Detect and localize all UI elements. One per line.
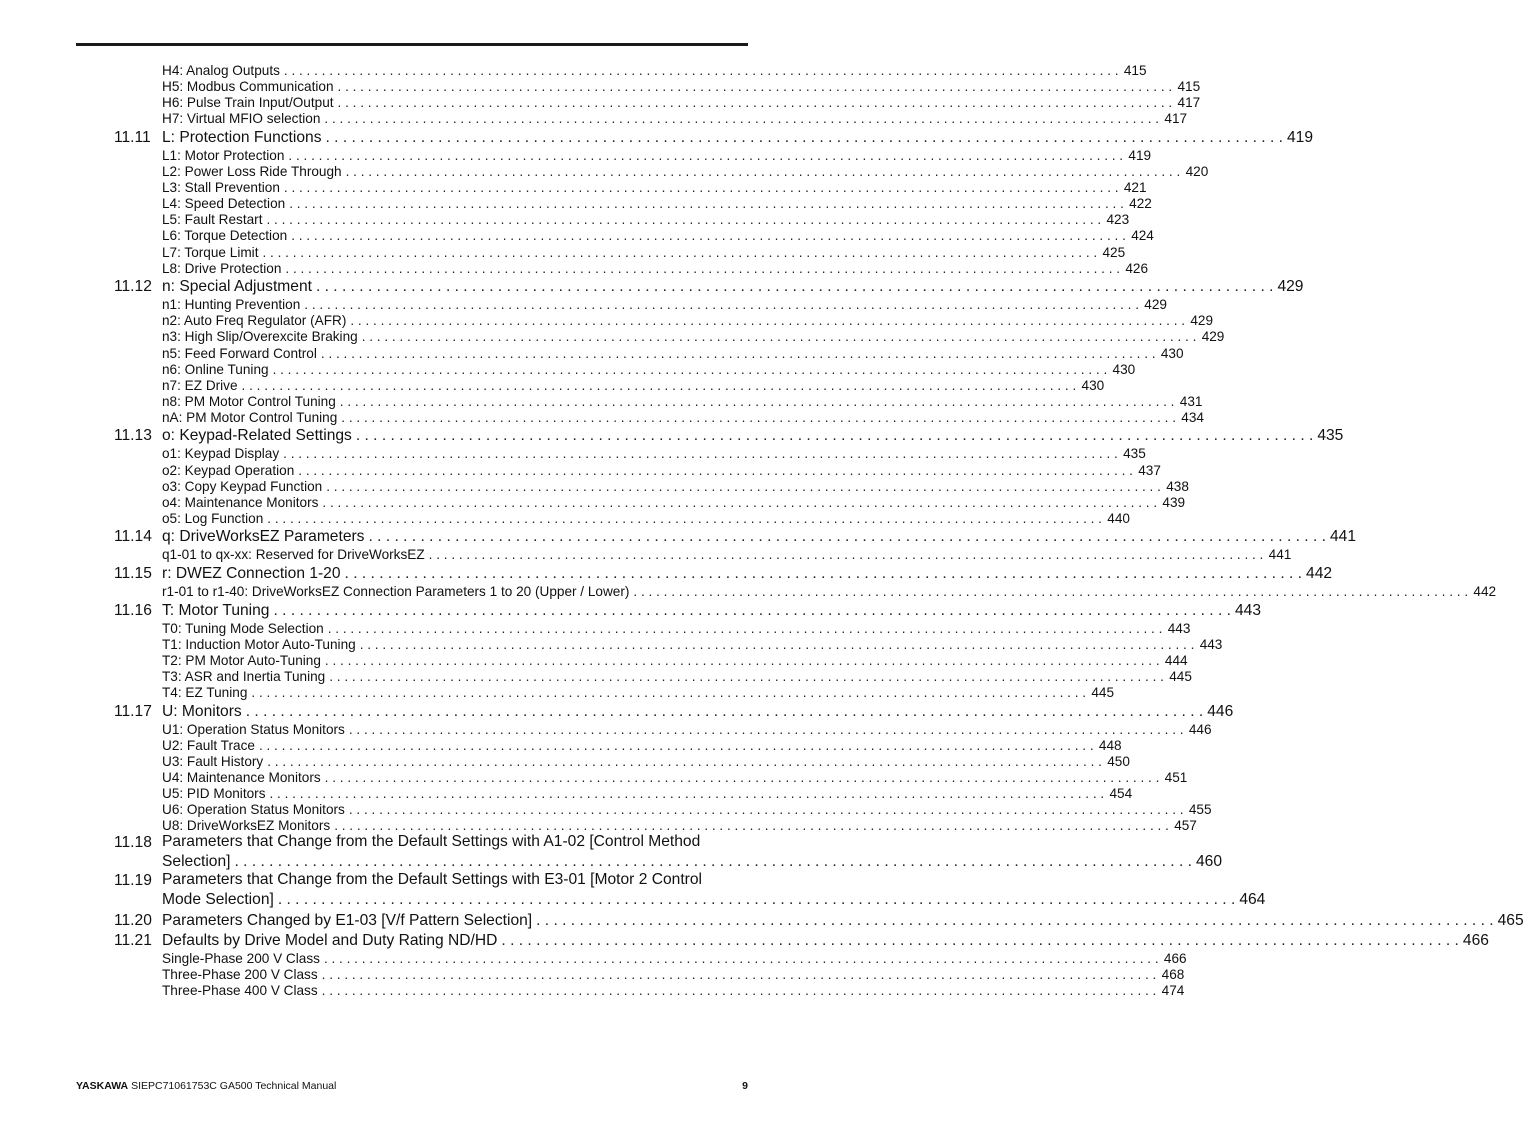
toc-page-number: 443 <box>1199 636 1223 652</box>
toc-subentry[interactable] <box>76 494 1186 510</box>
toc-leader-dots <box>304 297 1139 312</box>
toc-subentry[interactable] <box>76 721 1212 737</box>
toc-leader-dots <box>338 95 1173 110</box>
toc-leader-dots <box>368 528 1325 546</box>
toc-subentry[interactable] <box>76 227 1154 244</box>
toc-subentry[interactable] <box>76 445 1146 462</box>
toc-subentry[interactable] <box>76 211 1130 228</box>
toc-leader-dots <box>234 853 1191 871</box>
toc-leader-dots <box>328 621 1163 636</box>
toc-leader-dots <box>267 212 1102 227</box>
toc-entry-title: n2: Auto Freq Regulator (AFR) <box>162 313 347 329</box>
toc-page-number: 435 <box>1123 446 1146 462</box>
toc-leader-dots <box>346 164 1181 179</box>
toc-leader-dots <box>356 427 1313 445</box>
toc-entry-title: L: Protection Functions <box>162 128 322 146</box>
toc-entry-title: L5: Fault Restart <box>162 212 263 228</box>
toc-page-number: 450 <box>1107 753 1130 769</box>
toc-leader-dots <box>341 410 1176 425</box>
toc-entry-title: o: Keypad-Related Settings <box>162 427 352 445</box>
toc-leader-dots <box>345 565 1302 583</box>
toc-leader-dots <box>251 685 1086 700</box>
toc-page-number: 441 <box>1329 528 1356 546</box>
toc-subentry[interactable] <box>76 195 1152 212</box>
toc-leader-dots <box>324 951 1159 966</box>
toc-page-number: 426 <box>1125 260 1149 276</box>
toc-entry-title: Parameters that Change from the Default Settings with E3-01 [Motor 2 Control <box>162 871 702 889</box>
toc-subentry[interactable] <box>76 62 1147 79</box>
toc-page-number: 425 <box>1102 244 1126 260</box>
toc-page-number: 415 <box>1123 63 1147 79</box>
toc-leader-dots <box>326 479 1161 494</box>
toc-leader-dots <box>288 148 1123 163</box>
toc-leader-dots <box>270 786 1105 801</box>
toc-subentry[interactable] <box>76 510 1130 526</box>
toc-subentry[interactable] <box>76 110 1188 127</box>
toc-subentry[interactable] <box>76 377 1105 393</box>
toc-page-number: 466 <box>1163 951 1187 967</box>
toc-entry-title: H7: Virtual MFIO selection <box>162 111 321 127</box>
toc-section-entry[interactable] <box>76 599 1261 620</box>
toc-page-number: 430 <box>1081 377 1105 393</box>
toc-page-number: 466 <box>1462 932 1489 950</box>
toc-page-number: 445 <box>1169 668 1192 684</box>
toc-page-number: 417 <box>1164 111 1188 127</box>
toc-page-number: 429 <box>1144 297 1167 313</box>
footer-manual-title <box>76 1080 336 1092</box>
toc-leader-dots <box>283 446 1118 461</box>
toc-leader-dots <box>326 129 1283 147</box>
toc-entry-title: n3: High Slip/Overexcite Braking <box>162 329 358 345</box>
toc-page-number: 438 <box>1166 478 1189 494</box>
toc-entry-title: L4: Speed Detection <box>162 196 286 212</box>
toc-entry-title: Parameters that Change from the Default Settings with A1-02 [Control Method <box>162 833 701 851</box>
toc-page-number: 441 <box>1268 547 1292 563</box>
toc-section-entry[interactable] <box>76 425 1344 446</box>
toc-entry-title: Single-Phase 200 V Class <box>162 951 320 967</box>
toc-entry-title: L3: Stall Prevention <box>162 180 280 196</box>
footer-page-number: 9 <box>742 1080 748 1092</box>
toc-entry-title: U4: Maintenance Monitors <box>162 769 321 785</box>
toc-entry-title: H6: Pulse Train Input/Output <box>162 95 334 111</box>
toc-leader-dots <box>322 967 1157 982</box>
toc-page-number: 420 <box>1185 164 1209 180</box>
toc-subentry[interactable] <box>76 801 1212 818</box>
toc-entry-title: n1: Hunting Prevention <box>162 297 301 313</box>
toc-leader-dots <box>267 754 1102 769</box>
toc-leader-dots <box>349 802 1184 817</box>
table-of-contents <box>76 62 1524 999</box>
toc-subentry[interactable] <box>76 296 1167 313</box>
toc-entry-title: U2: Fault Trace <box>162 737 255 753</box>
toc-leader-dots <box>338 79 1173 94</box>
toc-subentry[interactable] <box>76 478 1189 494</box>
toc-subentry[interactable] <box>76 769 1188 785</box>
toc-leader-dots <box>289 196 1124 211</box>
toc-entry-title: T3: ASR and Inertia Tuning <box>162 668 326 684</box>
toc-entry-title: o3: Copy Keypad Function <box>162 478 323 494</box>
toc-page-number: 451 <box>1164 769 1188 785</box>
toc-section-entry[interactable] <box>76 276 1304 297</box>
toc-section-number: 11.16 <box>114 601 152 619</box>
toc-leader-dots <box>362 329 1197 344</box>
toc-entry-title: T1: Induction Motor Auto-Tuning <box>162 636 356 652</box>
toc-section-entry[interactable] <box>76 700 1234 721</box>
toc-entry-title: L2: Power Loss Ride Through <box>162 164 342 180</box>
toc-page-number: 464 <box>1239 891 1266 909</box>
toc-entry-title: U8: DriveWorksEZ Monitors <box>162 818 331 834</box>
toc-entry-title: L1: Motor Protection <box>162 147 285 163</box>
toc-leader-dots <box>633 584 1468 599</box>
toc-subentry[interactable] <box>76 668 1192 684</box>
toc-entry-title: nA: PM Motor Control Tuning <box>162 409 338 425</box>
toc-leader-dots <box>259 738 1094 753</box>
toc-entry-title: U6: Operation Status Monitors <box>162 802 345 818</box>
toc-page-number: 457 <box>1174 818 1197 834</box>
toc-section-number: 11.12 <box>114 278 152 296</box>
toc-leader-dots <box>349 722 1184 737</box>
toc-subentry[interactable] <box>76 753 1130 769</box>
toc-leader-dots <box>316 278 1273 296</box>
toc-subentry[interactable] <box>76 179 1147 196</box>
toc-entry-title: T4: EZ Tuning <box>162 685 248 700</box>
toc-section-number: 11.13 <box>114 427 152 445</box>
toc-entry-title: U1: Operation Status Monitors <box>162 721 345 737</box>
toc-page-number: 445 <box>1091 685 1115 700</box>
toc-subentry[interactable] <box>76 344 1184 361</box>
toc-leader-dots <box>325 653 1160 668</box>
toc-page-number: 443 <box>1234 601 1261 619</box>
toc-subentry[interactable] <box>76 966 1185 983</box>
toc-page-number: 417 <box>1177 95 1201 111</box>
toc-page-number: 460 <box>1195 853 1222 871</box>
toc-subentry[interactable] <box>76 163 1209 180</box>
toc-subentry[interactable] <box>76 147 1152 163</box>
toc-subentry[interactable] <box>76 652 1188 668</box>
toc-leader-dots <box>267 511 1102 526</box>
toc-entry-title: Three-Phase 200 V Class <box>162 967 318 983</box>
toc-subentry[interactable] <box>76 312 1214 329</box>
toc-subentry[interactable] <box>76 583 1497 600</box>
toc-entry-title-continued: Selection] <box>162 853 231 871</box>
toc-leader-dots <box>291 228 1126 243</box>
toc-entry-title: o1: Keypad Display <box>162 446 280 462</box>
toc-entry-title: Parameters Changed by E1-03 [V/f Pattern Selection] <box>162 911 533 929</box>
toc-entry-title: L7: Torque Limit <box>162 244 259 260</box>
toc-page-number: 423 <box>1106 212 1130 228</box>
toc-subentry[interactable] <box>76 78 1201 95</box>
toc-page-number: 419 <box>1128 147 1152 163</box>
toc-subentry[interactable] <box>76 636 1223 652</box>
toc-section-entry[interactable] <box>76 126 1314 147</box>
toc-entry-title: Defaults by Drive Model and Duty Rating ND/HD <box>162 932 498 950</box>
toc-page-number: 444 <box>1164 652 1188 668</box>
toc-page-number: 446 <box>1188 721 1212 737</box>
toc-page-number: 429 <box>1277 278 1304 296</box>
toc-section-entry[interactable] <box>76 909 1524 930</box>
toc-section-number: 11.21 <box>114 932 152 950</box>
toc-subentry[interactable] <box>76 461 1161 478</box>
toc-leader-dots <box>322 495 1157 510</box>
toc-leader-dots <box>321 346 1156 361</box>
toc-entry-title: n5: Feed Forward Control <box>162 345 317 361</box>
toc-section-entry[interactable] <box>76 833 1222 871</box>
toc-section-entry[interactable] <box>76 871 1266 909</box>
toc-page-number: 442 <box>1306 564 1333 582</box>
toc-entry-title: H4: Analog Outputs <box>162 63 280 79</box>
toc-page-number: 415 <box>1177 79 1201 95</box>
toc-page-number: 435 <box>1317 427 1344 445</box>
toc-entry-title: o2: Keypad Operation <box>162 462 295 478</box>
toc-subentry[interactable] <box>76 620 1191 636</box>
toc-leader-dots <box>285 261 1120 276</box>
toc-subentry[interactable] <box>76 817 1197 834</box>
toc-page-number: 424 <box>1131 228 1154 244</box>
toc-page-number: 465 <box>1497 911 1524 929</box>
toc-entry-title: T: Motor Tuning <box>162 601 270 619</box>
toc-entry-title: U3: Fault History <box>162 753 264 769</box>
toc-section-number: 11.15 <box>114 564 152 582</box>
toc-leader-dots <box>284 63 1119 78</box>
toc-entry-title: r1-01 to r1-40: DriveWorksEZ Connection Parameters 1 to 20 (Upper / Lower) <box>162 584 630 600</box>
toc-entry-title: q1-01 to qx-xx: Reserved for DriveWorksEZ <box>162 547 425 563</box>
toc-leader-dots <box>298 463 1133 478</box>
toc-entry-title: n7: EZ Drive <box>162 377 238 393</box>
toc-leader-dots <box>273 602 1230 620</box>
toc-entry-title: o5: Log Function <box>162 510 264 526</box>
toc-entry-title: n8: PM Motor Control Tuning <box>162 393 336 409</box>
toc-entry-title: U5: PID Monitors <box>162 785 266 801</box>
toc-entry-title: n6: Online Tuning <box>162 361 269 377</box>
toc-subentry[interactable] <box>76 982 1185 999</box>
toc-section-number: 11.14 <box>114 528 152 546</box>
toc-leader-dots <box>278 891 1235 909</box>
toc-page-number: 446 <box>1207 702 1234 720</box>
toc-section-entry[interactable] <box>76 930 1489 951</box>
toc-subentry[interactable] <box>76 737 1122 753</box>
toc-leader-dots <box>273 362 1108 377</box>
toc-page-number: 430 <box>1112 361 1136 377</box>
toc-leader-dots <box>334 818 1169 833</box>
toc-entry-title: T0: Tuning Mode Selection <box>162 620 324 636</box>
toc-subentry[interactable] <box>76 684 1115 700</box>
toc-page-number: 448 <box>1098 737 1122 753</box>
toc-page-number: 430 <box>1160 345 1184 361</box>
toc-entry-title: U: Monitors <box>162 702 242 720</box>
toc-page-number: 429 <box>1190 313 1214 329</box>
footer-doc-id: SIEPC71061753C GA500 Technical Manual <box>131 1080 337 1092</box>
toc-leader-dots <box>536 912 1493 930</box>
toc-page-number: 442 <box>1473 584 1497 600</box>
toc-subentry[interactable] <box>76 243 1126 260</box>
toc-subentry[interactable] <box>76 328 1225 345</box>
toc-subentry[interactable] <box>76 950 1187 967</box>
page-footer <box>76 1080 748 1092</box>
toc-section-number: 11.19 <box>114 872 152 890</box>
footer-brand: YASKAWA <box>76 1080 129 1092</box>
toc-page-number: 431 <box>1179 393 1203 409</box>
toc-leader-dots <box>324 111 1159 126</box>
toc-subentry[interactable] <box>76 94 1201 111</box>
toc-page-number: 468 <box>1161 967 1185 983</box>
toc-entry-title: n: Special Adjustment <box>162 278 312 296</box>
toc-page-number: 474 <box>1161 983 1185 999</box>
toc-page-number: 443 <box>1167 620 1191 636</box>
toc-entry-title: T2: PM Motor Auto-Tuning <box>162 652 321 668</box>
toc-entry-title: L8: Drive Protection <box>162 260 282 276</box>
toc-page-number: 440 <box>1107 510 1130 526</box>
toc-section-entry[interactable] <box>76 526 1356 547</box>
toc-entry-title: L6: Torque Detection <box>162 228 288 244</box>
toc-leader-dots <box>246 703 1203 721</box>
toc-page-number: 429 <box>1201 329 1225 345</box>
toc-entry-title: o4: Maintenance Monitors <box>162 494 319 510</box>
toc-leader-dots <box>329 669 1164 684</box>
toc-page-number: 439 <box>1162 494 1186 510</box>
toc-subentry[interactable] <box>76 546 1292 563</box>
toc-page-number: 454 <box>1109 785 1133 801</box>
toc-page-number: 421 <box>1123 180 1147 196</box>
toc-leader-dots <box>340 394 1175 409</box>
toc-page-number: 422 <box>1129 196 1152 212</box>
toc-leader-dots <box>242 378 1077 393</box>
toc-page-number: 419 <box>1286 128 1314 146</box>
toc-subentry[interactable] <box>76 361 1136 377</box>
toc-subentry[interactable] <box>76 409 1204 425</box>
toc-subentry[interactable] <box>76 393 1203 409</box>
toc-leader-dots <box>325 770 1160 785</box>
toc-section-number: 11.18 <box>114 834 152 852</box>
toc-entry-title: H5: Modbus Communication <box>162 79 334 95</box>
toc-leader-dots <box>322 983 1157 998</box>
toc-leader-dots <box>501 932 1458 950</box>
toc-leader-dots <box>360 637 1195 652</box>
toc-leader-dots <box>262 245 1097 260</box>
toc-entry-title-continued: Mode Selection] <box>162 891 274 909</box>
toc-entry-title: Three-Phase 400 V Class <box>162 983 318 999</box>
toc-page-number: 437 <box>1138 462 1161 478</box>
toc-section-number: 11.20 <box>114 911 152 929</box>
toc-entry-title: r: DWEZ Connection 1-20 <box>162 564 341 582</box>
toc-section-number: 11.11 <box>114 128 151 146</box>
toc-page-number: 434 <box>1181 409 1204 425</box>
toc-entry-title: q: DriveWorksEZ Parameters <box>162 528 365 546</box>
toc-subentry[interactable] <box>76 260 1149 276</box>
toc-section-number: 11.17 <box>114 702 152 720</box>
toc-page-number: 455 <box>1188 802 1212 818</box>
toc-leader-dots <box>429 547 1264 562</box>
toc-section-entry[interactable] <box>76 562 1333 583</box>
toc-subentry[interactable] <box>76 785 1133 801</box>
toc-leader-dots <box>350 313 1185 328</box>
toc-leader-dots <box>284 180 1119 195</box>
header-rule <box>76 43 748 46</box>
